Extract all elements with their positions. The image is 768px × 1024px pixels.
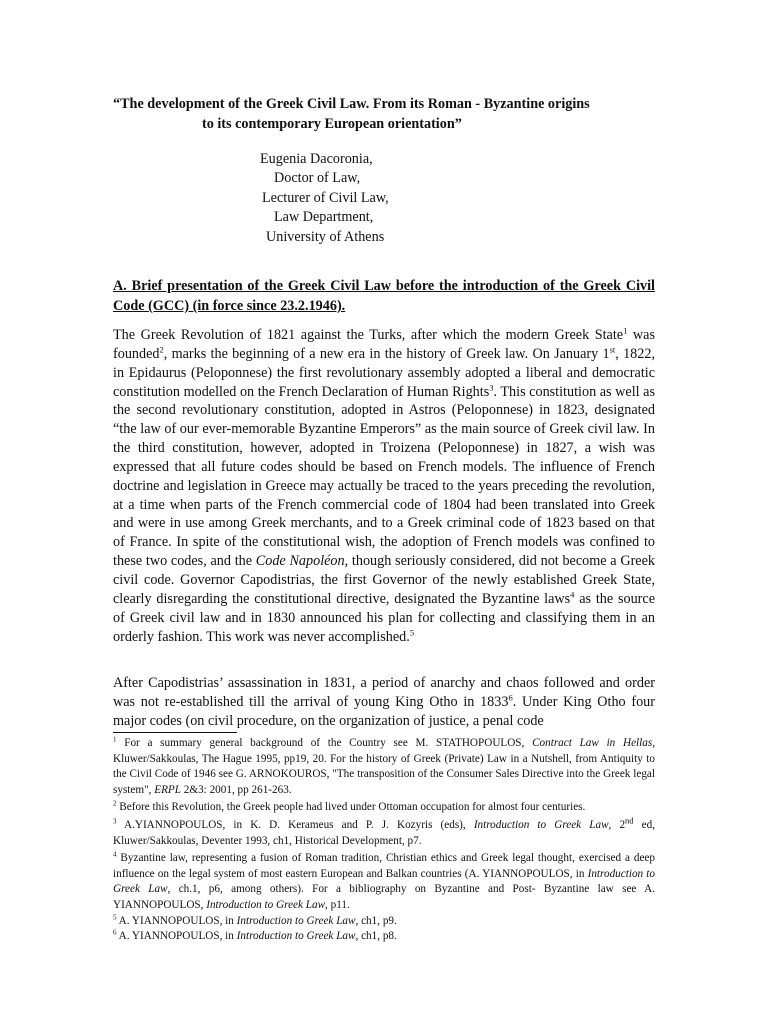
footnote-1 xyxy=(113,736,655,798)
footnote-number: 4 xyxy=(113,850,117,859)
footnote-italic: Introduction to Greek Law xyxy=(236,930,356,943)
author-block xyxy=(260,150,480,247)
footnote-text: Byzantine law, representing a fusion of Roman tradition, Christian ethics and Greek legal thought, exercised a deep influence on the legal system of most eastern European and Balkan countries (A. YIANNOPOULOS, in xyxy=(113,852,655,880)
paragraph-text: The Greek Revolution of 1821 against the Turks, after which the modern Greek State xyxy=(113,327,624,343)
footnote-number: 1 xyxy=(113,735,117,744)
paragraph-text: , though seriously considered, did not become a Greek civil code. Governor Capodistrias, the first Governor of the newly established Greek State, clearly disregarding the constitutional directive, designated the Byzantine laws xyxy=(113,553,655,607)
footnote-text: , Kluwer/Sakkoulas, The Hague 1995, pp19, 20. For the history of Greek (Private) Law in a Nutshell, from Antiquity to the Civil Code of 1946 see G. ARNOKOUROS, "The transposition of the Consumer Sales Directive into the Greek legal system", xyxy=(113,737,655,796)
footnote-separator xyxy=(113,732,237,733)
footnote-ref: 5 xyxy=(409,626,415,637)
body-paragraph-2 xyxy=(113,674,655,731)
footnote-ref: 6 xyxy=(508,692,513,703)
section-heading: A. Brief presentation of the Greek Civil Law before the introduction of the Greek Civil Code (GCC) (in force since 23.2.1946). xyxy=(113,278,655,314)
footnote-2 xyxy=(113,800,655,816)
footnote-number: 3 xyxy=(113,817,117,826)
footnote-3 xyxy=(113,815,656,849)
footnote-italic: Introduction to Greek Law xyxy=(473,818,609,831)
author-department: Law Department, xyxy=(274,209,374,226)
ordinal-suffix: st xyxy=(609,344,616,355)
footnote-text: A. YIANNOPOULOS, in xyxy=(116,930,237,943)
footnote-ref: 2 xyxy=(159,344,164,355)
footnote-text: A. YIANNOPOULOS, in xyxy=(116,914,237,927)
footnote-6 xyxy=(113,929,655,945)
footnote-text: , p11. xyxy=(325,898,350,911)
footnote-italic: ERPL xyxy=(154,783,181,796)
footnote-text: 2&3: 2001, pp 261-263. xyxy=(180,783,292,796)
title-line-2: to its contemporary European orientation” xyxy=(202,116,462,132)
footnote-number: 5 xyxy=(113,912,117,921)
body-paragraph-1 xyxy=(113,326,655,646)
paragraph-text: , 1822, in Epidaurus (Peloponnese) the first revolutionary assembly adopted a liberal and democratic constitution modelled on the French Declaration of Human Rights xyxy=(113,345,656,400)
footnote-ref: 4 xyxy=(570,589,575,600)
document-title xyxy=(113,94,673,134)
author-name: Eugenia Dacoronia, xyxy=(260,151,373,167)
author-position: Lecturer of Civil Law, xyxy=(262,189,389,206)
ordinal-suffix: nd xyxy=(625,815,634,826)
paragraph-text: was founded xyxy=(113,327,655,362)
footnote-italic: Introduction to Greek Law xyxy=(236,914,356,927)
footnote-italic: Introduction to Greek Law xyxy=(206,898,326,911)
footnotes xyxy=(113,736,655,945)
footnote-text: , ch1, p9. xyxy=(355,914,397,927)
footnote-italic: Introduction to Greek Law xyxy=(113,867,655,896)
footnote-text: , 2 xyxy=(608,818,626,831)
footnote-4 xyxy=(113,851,655,913)
footnote-text: , ch1, p8. xyxy=(355,930,397,943)
footnote-text: ed, Kluwer/Sakkoulas, Deventer 1993, ch1, Historical Development, p7. xyxy=(113,818,656,847)
author-degree: Doctor of Law, xyxy=(274,170,361,187)
footnote-number: 2 xyxy=(113,799,117,808)
footnote-ref: 3 xyxy=(489,381,494,392)
author-university: University of Athens xyxy=(266,228,385,245)
italic-term: Code Napoléon xyxy=(255,553,345,570)
footnote-number: 6 xyxy=(113,928,117,937)
footnote-text: A.YIANNOPOULOS, in K. D. Kerameus and P. J. Kozyris (eds), xyxy=(116,818,474,831)
paragraph-text: . This constitution as well as the second revolutionary constitution, adopted in Astros (Peloponnese) in 1823, designated “the law of our ever-memorable Byzantine Emperors” as the main source of Greek civil law. In the third constitution, however, adopted in Troizena (Peloponnese) in 1827, a wish was expressed that all future codes should be based on French models. The influence of French doctrine and legislation in Greece may actually be traced to the years preceding the revolution, at a time when parts of the French commercial code of 1804 had been translated into Greek and were in use among Greek merchants, and to a Greek criminal code of 1823 based on that of France. In spite of the constitutional wish, the adoption of French models was confined to these two codes, and the xyxy=(113,383,655,570)
paragraph-text: as the source of Greek civil law and in 1830 announced his plan for collecting and classifying them in an orderly fashion. This work was never accomplished. xyxy=(113,590,655,645)
footnote-text: , ch.1, p6, among others). For a bibliography on Byzantine and Post- Byzantine law see A. YIANNOPOULOS, xyxy=(113,883,655,911)
paragraph-text: , marks the beginning of a new era in the history of Greek law. On January 1 xyxy=(163,345,610,362)
paragraph-text: . Under King Otho four major codes (on civil procedure, on the organization of justice, a penal code xyxy=(113,693,655,729)
title-line-1: “The development of the Greek Civil Law. From its Roman - Byzantine origins xyxy=(113,96,590,112)
footnote-text: For a summary general background of the Country see M. STATHOPOULOS, xyxy=(116,737,533,749)
footnote-ref: 1 xyxy=(623,325,628,336)
footnote-text: Before this Revolution, the Greek people had lived under Ottoman occupation for almost four centuries. xyxy=(116,801,586,814)
paragraph-text: After Capodistrias’ assassination in 1831, a period of anarchy and chaos followed and order was not re-established till the arrival of young King Otho in 1833 xyxy=(113,675,655,710)
footnote-5 xyxy=(113,914,655,930)
footnote-italic: Contract Law in Hellas xyxy=(532,737,653,749)
